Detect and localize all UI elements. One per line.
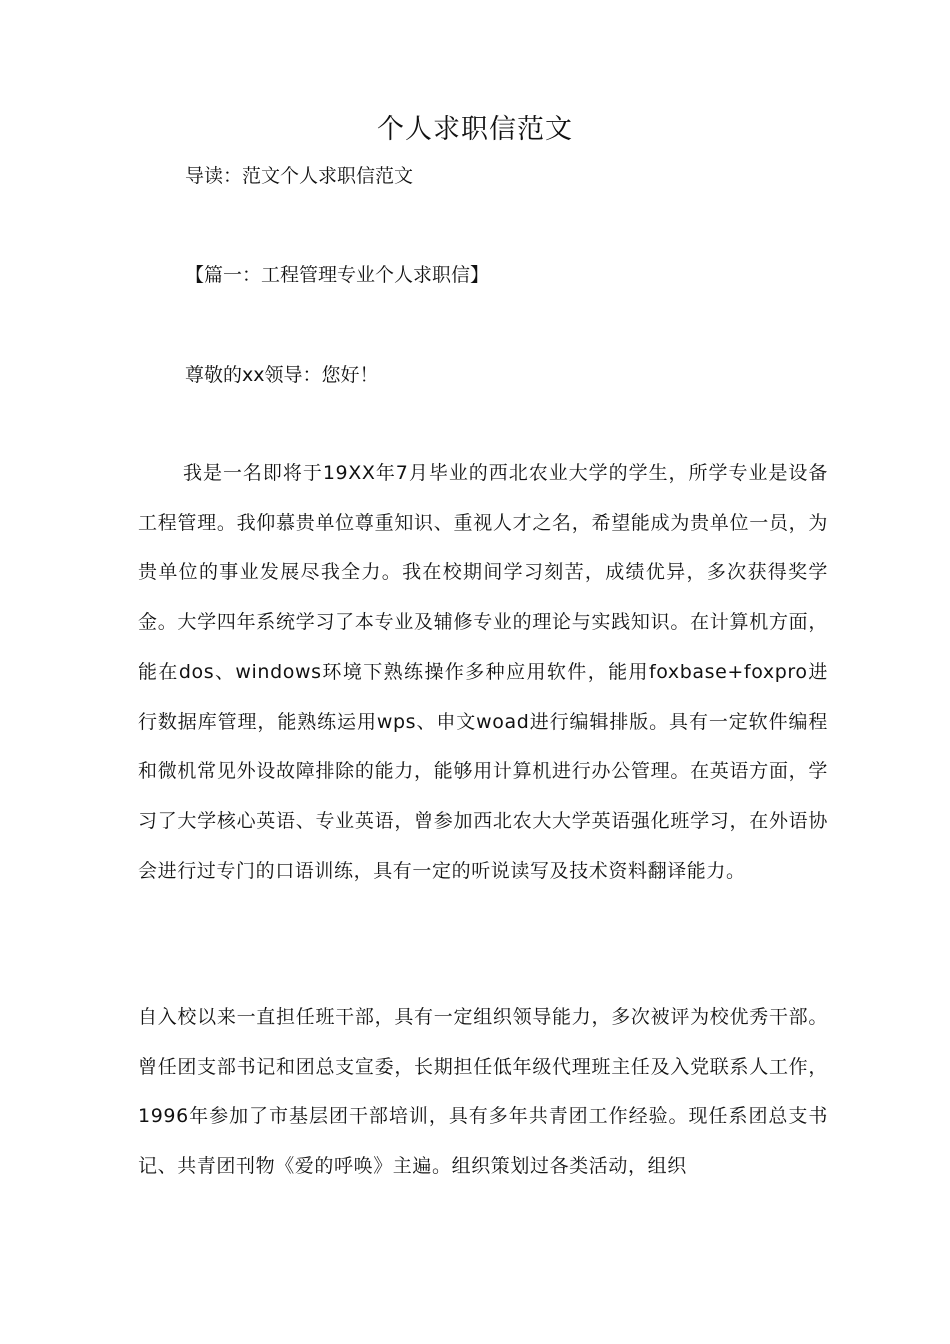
salutation: 尊敬的xx领导：您好！	[185, 364, 379, 386]
document-title: 个人求职信范文	[377, 114, 573, 145]
intro-line: 导读：范文个人求职信范文	[185, 165, 414, 187]
body-paragraph-2: 自入校以来一直担任班干部，具有一定组织领导能力，多次被评为校优秀干部。曾任团支部书记和团总支宣委，长期担任低年级代理班主任及入党联系人工作，1996年参加了市基层团干部培训，具有多年共青团工作经验。现任系团总支书记、共青团刊物《爱的呼唤》主遍。组织策划过各类活动，组织	[138, 1006, 828, 1178]
body-paragraph-1: 我是一名即将于19XX年7月毕业的西北农业大学的学生，所学专业是设备工程管理。我仰慕贵单位尊重知识、重视人才之名，希望能成为贵单位一员，为贵单位的事业发展尽我全力。我在校期间学习刻苦，成绩优异，多次获得奖学金。大学四年系统学习了本专业及辅修专业的理论与实践知识。在计算机方面，能在dos、windows环境下熟练操作多种应用软件，能用foxbase+foxpro进行数据库管理，能熟练运用wps、申文woad进行编辑排版。具有一定软件编程和微机常见外设故障排除的能力，能够用计算机进行办公管理。在英语方面，学习了大学核心英语、专业英语，曾参加西北农大大学英语强化班学习，在外语协会进行过专门的口语训练，具有一定的听说读写及技术资料翻译能力。	[138, 462, 828, 882]
section-heading: 【篇一：工程管理专业个人求职信】	[185, 264, 490, 286]
